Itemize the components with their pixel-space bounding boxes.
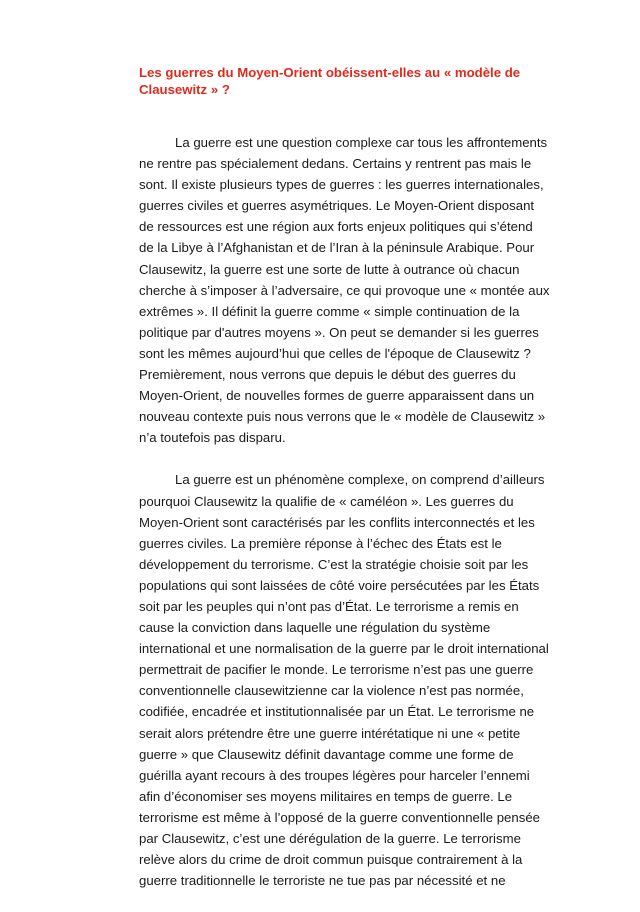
text-line: guerres civiles et guerres asymétriques. Le Moyen-Orient disposant xyxy=(139,198,535,214)
text-line: Clausewitz, la guerre est une sorte de lutte à outrance où chacun xyxy=(139,261,520,277)
title-line: Les guerres du Moyen-Orient obéissent-elles au « modèle de xyxy=(139,65,521,80)
text-line: guerre traditionnelle le terroriste ne tue pas par nécessité et ne xyxy=(139,873,506,889)
title-line: Clausewitz » ? xyxy=(139,82,230,97)
text-line: Moyen-Orient sont caractérisés par les conflits interconnectés et les xyxy=(139,514,535,530)
text-line: guérilla ayant recours à des troupes légères pour harceler l’ennemi xyxy=(139,767,530,783)
text-line: nouveau contexte puis nous verrons que le « modèle de Clausewitz » xyxy=(139,409,546,425)
document-title xyxy=(139,64,579,98)
text-line: conventionnelle clausewitzienne car la violence n’est pas normée, xyxy=(139,683,524,699)
text-line: sont. Il existe plusieurs types de guerres : les guerres internationales, xyxy=(139,177,544,193)
text-line: sont les mêmes aujourd’hui que celles de l'époque de Clausewitz ? xyxy=(139,345,531,361)
text-line: guerre » que Clausewitz définit davantage comme une forme de xyxy=(139,746,514,762)
text-line: afin d’économiser ses moyens militaires en temps de guerre. Le xyxy=(139,788,513,804)
text-line: développement du terrorisme. C’est la stratégie choisie soit par les xyxy=(139,556,529,572)
document-body xyxy=(139,132,579,912)
text-line: guerres civiles. La première réponse à l’échec des États est le xyxy=(139,535,502,551)
paragraph-development xyxy=(139,469,579,891)
paragraph-introduction xyxy=(139,132,579,448)
text-line: serait alors prétendre être une guerre intérétatique ni une « petite xyxy=(139,725,521,741)
text-line: de ressources est une région aux forts enjeux politiques qui s’étend xyxy=(139,219,533,235)
text-line: ne rentre pas spécialement dedans. Certains y rentrent pas mais le xyxy=(139,156,532,172)
text-line: international et une normalisation de la guerre par le droit international xyxy=(139,641,549,657)
text-line: par Clausewitz, c’est une dérégulation de la guerre. Le terrorisme xyxy=(139,831,521,846)
text-line: extrêmes ». Il définit la guerre comme « simple continuation de la xyxy=(139,303,520,319)
text-line: permettrait de pacifier le monde. Le terrorisme n’est pas une guerre xyxy=(139,662,534,678)
text-line: La guerre est une question complexe car tous les affrontements xyxy=(175,135,548,150)
text-line: cherche à s’imposer à l’adversaire, ce qui provoque une « montée aux xyxy=(139,282,550,298)
text-line: populations qui sont laissées de côté voire persécutées par les États xyxy=(139,577,540,593)
text-line: cause la conviction dans laquelle une régulation du système xyxy=(139,620,491,636)
text-line: terrorisme est même à l’opposé de la guerre conventionnelle pensée xyxy=(139,809,540,825)
text-line: pourquoi Clausewitz la qualifie de « caméléon ». Les guerres du xyxy=(139,493,514,509)
text-line: La guerre est un phénomène complexe, on comprend d’ailleurs xyxy=(175,472,545,488)
text-line: politique par d'autres moyens ». On peut se demander si les guerres xyxy=(139,324,539,340)
text-line: relève alors du crime de droit commun puisque contrairement à la xyxy=(139,852,523,868)
text-line: n’a toutefois pas disparu. xyxy=(139,430,286,446)
text-line: Moyen-Orient, de nouvelles formes de guerre apparaissent dans un xyxy=(139,388,535,404)
text-line: Premièrement, nous verrons que depuis le début des guerres du xyxy=(139,367,516,383)
text-line: de la Libye à l’Afghanistan et de l’Iran à la péninsule Arabique. Pour xyxy=(139,240,535,256)
text-line: soit par les peuples qui n’ont pas d’État. Le terrorisme a remis en xyxy=(139,598,519,614)
text-line: codifiée, encadrée et institutionnalisée par un État. Le terrorisme ne xyxy=(139,704,535,720)
